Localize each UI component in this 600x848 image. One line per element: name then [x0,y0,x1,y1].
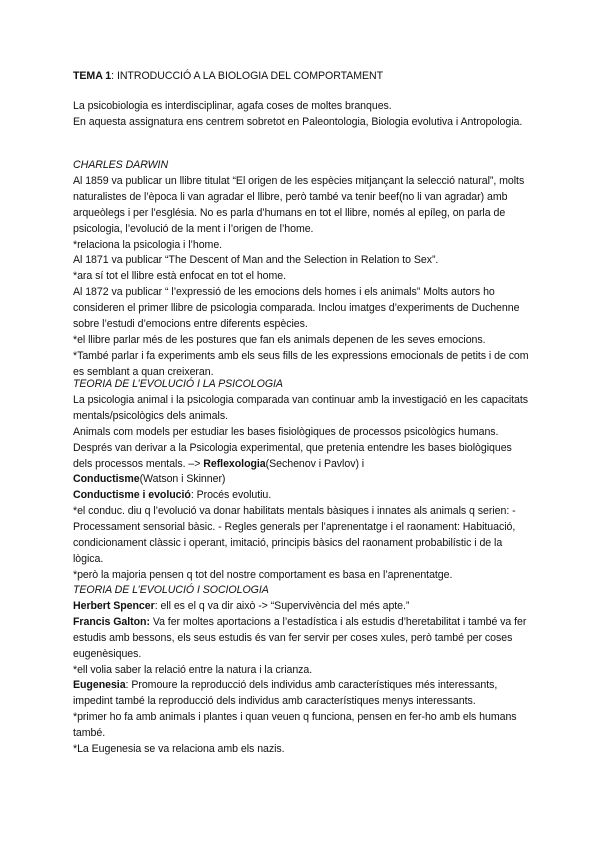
darwin-section [73,158,533,381]
galton-note: *ell volia saber la relació entre la natura i la crianza. [73,663,313,676]
reflexologia-authors: (Sechenov i Pavlov) i [265,457,365,470]
document-title [73,69,533,85]
eugenesia-note: *primer ho fa amb animals i plantes i quan veuen q funciona, pensen en fer-ho amb els humans també. [73,711,517,740]
darwin-paragraph: Al 1872 va publicar “ l’expressió de les emocions dels homes i els animals” Molts autors ho consideren el primer llibre de psicologia comparada. Inclou imatges d’experiments de Duchenne sobre l’estudi d’emocions entre diferents espècies. [73,286,520,331]
intro-line-2: En aquesta assignatura ens centrem sobretot en Paleontologia, Biologia evolutiva i Antropologia. [73,115,523,128]
spencer-name: Herbert Spencer [73,599,155,612]
conductisme-evolucio-text: : Procés evolutiu. [190,489,272,502]
galton-name: Francis Galton: [73,615,150,628]
evolution-sociology-section [73,583,533,758]
intro-line-1: La psicobiologia es interdisciplinar, agafa coses de moltes branques. [73,100,392,112]
evo-psy-paragraph: *el conduc. diu q l’evolució va donar habilitats mentals bàsiques i innates als animals q serien: - Processament sensorial bàsic. - Regles generals per l’aprenentatge i el raonament: Habituació, condicionament clàssic i operant, imitació, principis bàsics del raonament probabilístic i de la lògica. [73,505,516,565]
evolution-psychology-heading: TEORIA DE L’EVOLUCIÓ I LA PSICOLOGIA [73,378,283,390]
galton-text: Va fer moltes aportacions a l’estadística i als estudis d’heretabilitat i també va fer estudis amb bessons, els seus estudis és van fer servir per coses xules, però també per coses eugenèsiques. [73,615,527,660]
darwin-paragraph: *També parlar i fa experiments amb els seus fills de les expressions emocionals de petits i de com es semblant a quan creixeran. [73,349,529,378]
evolution-sociology-heading: TEORIA DE L’EVOLUCIÓ I SOCIOLOGIA [73,584,269,596]
evolution-psychology-section [73,377,533,584]
eugenesia-paragraph [73,678,533,710]
conductisme-authors: (Watson i Skinner) [139,473,226,486]
darwin-paragraph: *ara sí tot el llibre està enfocat en tot el home. [73,270,287,283]
evo-psy-paragraph: *però la majoria pensen q tot del nostre comportament es basa en l’aprenentatge. [73,568,453,581]
title-rest: : INTRODUCCIÓ A LA BIOLOGIA DEL COMPORTAMENT [111,70,384,82]
reflexologia-term: Reflexologia [203,457,266,470]
evo-psy-paragraph [73,472,533,488]
reflexologia-lead: Després van derivar a la Psicologia experimental, que pretenia entendre les bases biològiques dels processos mentals. –> [73,441,512,470]
evo-psy-paragraph: Animals com models per estudiar les bases fisiològiques de processos psicològics humans. [73,425,499,438]
darwin-paragraph: *relaciona la psicologia i l’home. [73,238,223,251]
galton-paragraph [73,615,533,663]
evo-psy-paragraph [73,441,533,473]
evo-psy-paragraph: La psicologia animal i la psicologia comparada van continuar amb la investigació en les capacitats mentals/psicològics dels animals. [73,393,529,422]
intro-section [73,99,533,131]
darwin-paragraph: Al 1859 va publicar un llibre titulat “El origen de les espècies mitjançant la selecció natural”, molts naturalistes de l’època li van agradar el llibre, però també va tenir beef(no li van agradar) amb arqueòlegs i per l’església. No es parla d’humans en tot el llibre, només al epíleg, on parla de psicologia, l’evolució de la ment i l’origen de l’home. [73,174,525,235]
eugenesia-note: *La Eugenesia se va relaciona amb els nazis. [73,743,285,756]
eugenesia-text: : Promoure la reproducció dels individus amb característiques més interessants, impedint també la reproducció dels individus amb característiques menys interessants. [73,679,498,708]
spencer-text: : ell es el q va dir això -> “Supervivència del més apte.” [154,599,410,612]
eugenesia-term: Eugenesia [73,679,126,692]
spencer-paragraph [73,599,533,615]
darwin-paragraph: *el llibre parlar més de les postures que fan els animals depenen de les seves emocions. [73,333,486,346]
title-prefix: TEMA 1 [73,70,112,82]
evo-psy-paragraph [73,488,533,504]
conductisme-term: Conductisme [73,473,140,486]
darwin-paragraph: Al 1871 va publicar “The Descent of Man and the Selection in Relation to Sex”. [73,254,439,267]
darwin-heading: CHARLES DARWIN [73,159,169,171]
conductisme-evolucio-term: Conductisme i evolució [73,489,191,502]
